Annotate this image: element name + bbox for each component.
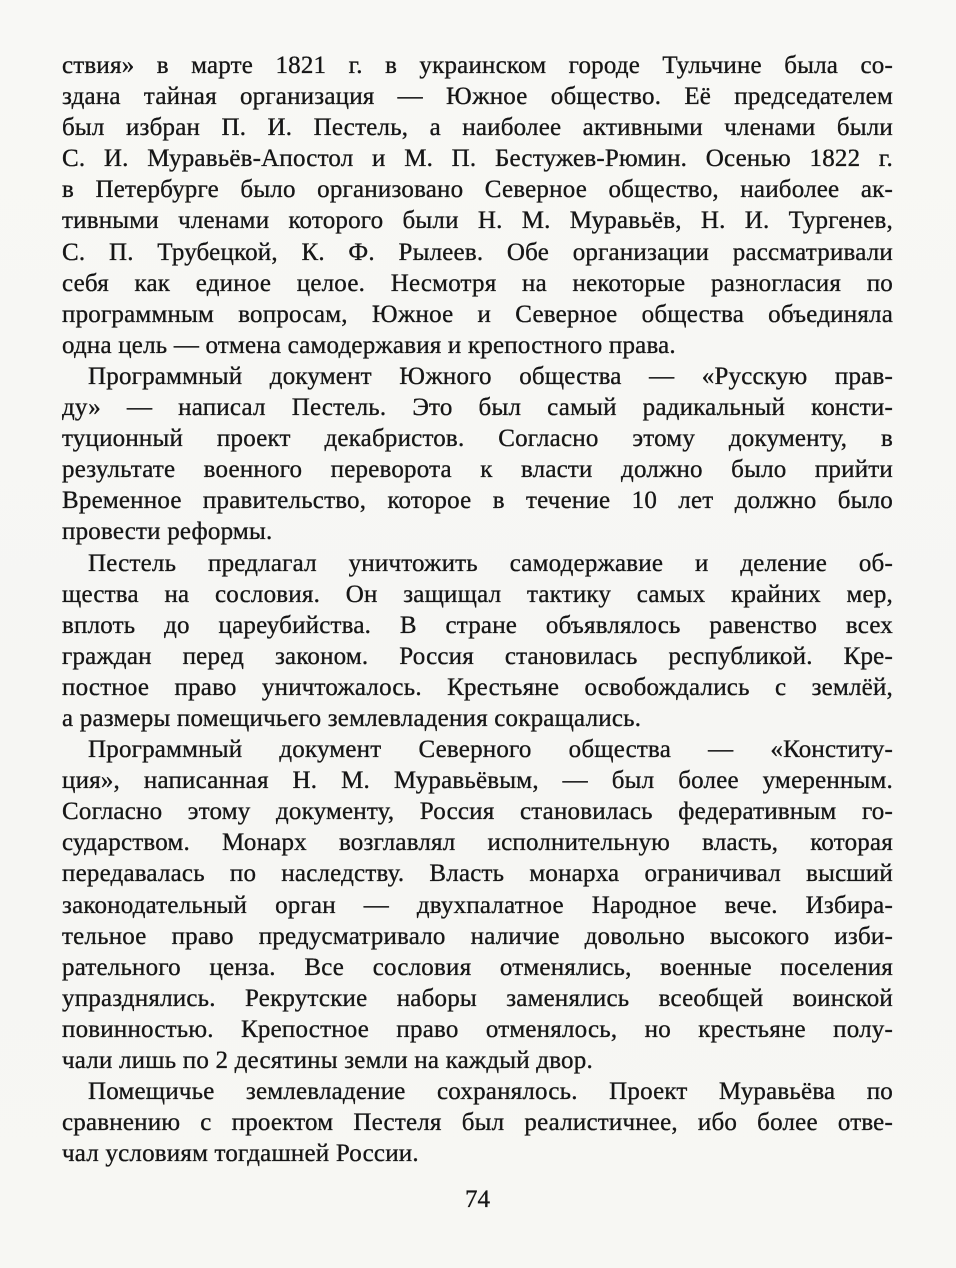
text-line: Программный документ Южного общества — «Русскую прав- (88, 362, 893, 390)
text-line: граждан перед законом. Россия становилась республикой. Кре- (62, 642, 893, 670)
text-line: был избран П. И. Пестель, а наиболее активными членами были (62, 114, 893, 142)
paragraph-1 (62, 50, 893, 361)
text-line: результате военного переворота к власти должно было прийти (62, 456, 893, 484)
text-line: Согласно этому документу, Россия становилась федеративным го- (62, 798, 893, 826)
text-line: тельное право предусматривало наличие довольно высокого изби- (62, 922, 893, 950)
text-line: щества на сословия. Он защищал тактику самых крайних мер, (62, 580, 893, 608)
text-line: тивными членами которого были Н. М. Муравьёв, Н. И. Тургенев, (62, 207, 893, 235)
text-line: ду» — написал Пестель. Это был самый радикальный консти- (62, 394, 893, 422)
text-line: в Петербурге было организовано Северное общество, наиболее ак- (62, 176, 893, 204)
text-line: а размеры помещичьего землевладения сокращались. (62, 704, 642, 732)
text-line: себя как единое целое. Несмотря на некоторые разногласия по (62, 269, 893, 297)
text-line: Пестель предлагал уничтожить самодержавие и деление об- (88, 549, 893, 577)
text-line: Программный документ Северного общества — «Конститу- (88, 736, 893, 764)
text-line: туционный проект декабристов. Согласно этому документу, в (62, 425, 893, 453)
text-line: повинностью. Крепостное право отменялось, но крестьяне полу- (62, 1015, 893, 1043)
text-line: сравнению с проектом Пестеля был реалистичнее, ибо более отве- (62, 1109, 893, 1137)
text-line: программным вопросам, Южное и Северное общества объединяла (62, 300, 893, 328)
text-line: вплоть до цареубийства. В стране объявлялось равенство всех (62, 611, 893, 639)
text-line: сударством. Монарх возглавлял исполнительную власть, которая (62, 829, 893, 857)
paragraph-4 (62, 734, 893, 1076)
text-line: Помещичье землевладение сохранялось. Проект Муравьёва по (88, 1078, 893, 1106)
text-line: здана тайная организация — Южное общество. Её председателем (62, 83, 893, 111)
page-number: 74 (465, 1186, 490, 1213)
page-text (62, 50, 893, 1169)
text-line: законодательный орган — двухпалатное Народное вече. Избира- (62, 891, 893, 919)
text-line: постное право уничтожалось. Крестьяне освобождались с землёй, (62, 673, 893, 701)
text-line: чал условиям тогдашней России. (62, 1140, 419, 1168)
text-line: провести реформы. (62, 518, 273, 546)
text-line: упразднялись. Рекрутские наборы заменялись всеобщей воинской (62, 984, 893, 1012)
text-line: одна цель — отмена самодержавия и крепостного права. (62, 331, 676, 359)
text-line: ствия» в марте 1821 г. в украинском городе Тульчине была со- (62, 52, 893, 79)
text-line: чали лишь по 2 десятины земли на каждый двор. (62, 1047, 593, 1074)
text-line: ция», написанная Н. М. Муравьёвым, — был более умеренным. (62, 767, 893, 795)
paragraph-3 (62, 548, 893, 735)
text-line: Временное правительство, которое в течение 10 лет должно было (62, 487, 893, 515)
paragraph-2 (62, 361, 893, 548)
text-line: рательного ценза. Все сословия отменялись, военные поселения (62, 953, 893, 981)
text-line: С. И. Муравьёв-Апостол и М. П. Бестужев-Рюмин. Осенью 1822 г. (62, 145, 893, 173)
paragraph-5 (62, 1076, 893, 1169)
text-line: С. П. Трубецкой, К. Ф. Рылеев. Обе организации рассматривали (62, 238, 893, 266)
text-line: передавалась по наследству. Власть монарха ограничивал высший (62, 860, 893, 888)
